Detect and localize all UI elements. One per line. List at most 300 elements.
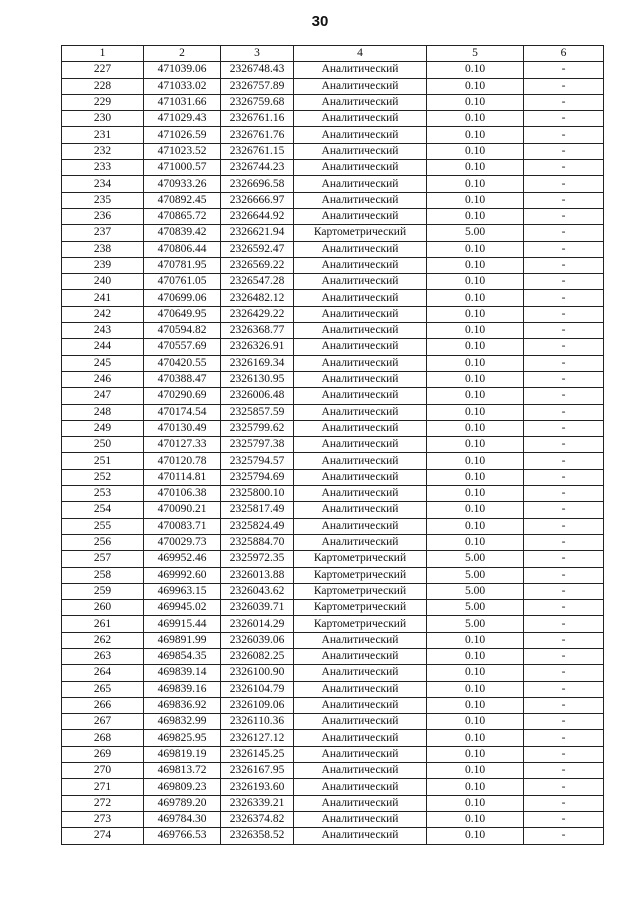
table-row xyxy=(62,290,604,306)
method-cell: Аналитический xyxy=(294,388,427,404)
x-coordinate-cell: 470557.69 xyxy=(144,339,221,355)
y-coordinate-cell: 2326006.48 xyxy=(221,388,294,404)
x-coordinate-cell: 469813.72 xyxy=(144,763,221,779)
point-number-cell: 265 xyxy=(62,681,144,697)
column-header: 2 xyxy=(144,46,221,62)
accuracy-cell: 5.00 xyxy=(427,567,524,583)
y-coordinate-cell: 2325794.57 xyxy=(221,453,294,469)
y-coordinate-cell: 2326757.89 xyxy=(221,78,294,94)
y-coordinate-cell: 2326592.47 xyxy=(221,241,294,257)
table-row xyxy=(62,192,604,208)
note-cell: - xyxy=(524,697,604,713)
x-coordinate-cell: 470127.33 xyxy=(144,437,221,453)
point-number-cell: 251 xyxy=(62,453,144,469)
x-coordinate-cell: 471026.59 xyxy=(144,127,221,143)
point-number-cell: 250 xyxy=(62,437,144,453)
method-cell: Аналитический xyxy=(294,730,427,746)
note-cell: - xyxy=(524,225,604,241)
method-cell: Аналитический xyxy=(294,127,427,143)
note-cell: - xyxy=(524,437,604,453)
note-cell: - xyxy=(524,127,604,143)
note-cell: - xyxy=(524,420,604,436)
y-coordinate-cell: 2326759.68 xyxy=(221,94,294,110)
y-coordinate-cell: 2326748.43 xyxy=(221,62,294,78)
method-cell: Аналитический xyxy=(294,469,427,485)
accuracy-cell: 0.10 xyxy=(427,779,524,795)
x-coordinate-cell: 470839.42 xyxy=(144,225,221,241)
x-coordinate-cell: 471039.06 xyxy=(144,62,221,78)
table-row xyxy=(62,257,604,273)
accuracy-cell: 0.10 xyxy=(427,323,524,339)
x-coordinate-cell: 469945.02 xyxy=(144,600,221,616)
y-coordinate-cell: 2325884.70 xyxy=(221,534,294,550)
table-row xyxy=(62,437,604,453)
x-coordinate-cell: 470083.71 xyxy=(144,518,221,534)
method-cell: Аналитический xyxy=(294,502,427,518)
x-coordinate-cell: 469809.23 xyxy=(144,779,221,795)
note-cell: - xyxy=(524,746,604,762)
table-row xyxy=(62,763,604,779)
x-coordinate-cell: 470699.06 xyxy=(144,290,221,306)
y-coordinate-cell: 2326326.91 xyxy=(221,339,294,355)
accuracy-cell: 5.00 xyxy=(427,616,524,632)
y-coordinate-cell: 2326339.21 xyxy=(221,795,294,811)
accuracy-cell: 0.10 xyxy=(427,160,524,176)
point-number-cell: 247 xyxy=(62,388,144,404)
y-coordinate-cell: 2326368.77 xyxy=(221,323,294,339)
table-row xyxy=(62,795,604,811)
note-cell: - xyxy=(524,388,604,404)
note-cell: - xyxy=(524,274,604,290)
point-number-cell: 254 xyxy=(62,502,144,518)
method-cell: Аналитический xyxy=(294,763,427,779)
table-row xyxy=(62,420,604,436)
header-row xyxy=(62,46,604,62)
x-coordinate-cell: 469915.44 xyxy=(144,616,221,632)
y-coordinate-cell: 2325824.49 xyxy=(221,518,294,534)
x-coordinate-cell: 469963.15 xyxy=(144,583,221,599)
table-row xyxy=(62,306,604,322)
note-cell: - xyxy=(524,681,604,697)
y-coordinate-cell: 2326043.62 xyxy=(221,583,294,599)
accuracy-cell: 0.10 xyxy=(427,355,524,371)
y-coordinate-cell: 2326429.22 xyxy=(221,306,294,322)
accuracy-cell: 0.10 xyxy=(427,306,524,322)
point-number-cell: 262 xyxy=(62,632,144,648)
y-coordinate-cell: 2326193.60 xyxy=(221,779,294,795)
note-cell: - xyxy=(524,600,604,616)
point-number-cell: 234 xyxy=(62,176,144,192)
column-header: 1 xyxy=(62,46,144,62)
accuracy-cell: 0.10 xyxy=(427,534,524,550)
x-coordinate-cell: 469854.35 xyxy=(144,648,221,664)
accuracy-cell: 0.10 xyxy=(427,437,524,453)
x-coordinate-cell: 469836.92 xyxy=(144,697,221,713)
table-row xyxy=(62,746,604,762)
accuracy-cell: 0.10 xyxy=(427,78,524,94)
method-cell: Аналитический xyxy=(294,274,427,290)
x-coordinate-cell: 469839.14 xyxy=(144,665,221,681)
y-coordinate-cell: 2325972.35 xyxy=(221,551,294,567)
point-number-cell: 269 xyxy=(62,746,144,762)
method-cell: Аналитический xyxy=(294,176,427,192)
note-cell: - xyxy=(524,534,604,550)
note-cell: - xyxy=(524,616,604,632)
table-row xyxy=(62,176,604,192)
table-row xyxy=(62,486,604,502)
point-number-cell: 258 xyxy=(62,567,144,583)
table-row xyxy=(62,811,604,827)
column-header: 3 xyxy=(221,46,294,62)
table-row xyxy=(62,323,604,339)
accuracy-cell: 0.10 xyxy=(427,404,524,420)
table-row xyxy=(62,355,604,371)
method-cell: Аналитический xyxy=(294,62,427,78)
accuracy-cell: 0.10 xyxy=(427,290,524,306)
method-cell: Аналитический xyxy=(294,665,427,681)
table-row xyxy=(62,828,604,844)
note-cell: - xyxy=(524,730,604,746)
x-coordinate-cell: 469839.16 xyxy=(144,681,221,697)
y-coordinate-cell: 2325800.10 xyxy=(221,486,294,502)
x-coordinate-cell: 470174.54 xyxy=(144,404,221,420)
point-number-cell: 232 xyxy=(62,143,144,159)
accuracy-cell: 0.10 xyxy=(427,388,524,404)
x-coordinate-cell: 470933.26 xyxy=(144,176,221,192)
point-number-cell: 228 xyxy=(62,78,144,94)
x-coordinate-cell: 470761.05 xyxy=(144,274,221,290)
column-header: 4 xyxy=(294,46,427,62)
method-cell: Аналитический xyxy=(294,257,427,273)
method-cell: Аналитический xyxy=(294,306,427,322)
x-coordinate-cell: 470649.95 xyxy=(144,306,221,322)
table-row xyxy=(62,388,604,404)
method-cell: Аналитический xyxy=(294,290,427,306)
note-cell: - xyxy=(524,257,604,273)
method-cell: Аналитический xyxy=(294,795,427,811)
accuracy-cell: 0.10 xyxy=(427,257,524,273)
method-cell: Аналитический xyxy=(294,94,427,110)
point-number-cell: 235 xyxy=(62,192,144,208)
note-cell: - xyxy=(524,518,604,534)
note-cell: - xyxy=(524,811,604,827)
point-number-cell: 257 xyxy=(62,551,144,567)
y-coordinate-cell: 2326547.28 xyxy=(221,274,294,290)
x-coordinate-cell: 469891.99 xyxy=(144,632,221,648)
note-cell: - xyxy=(524,632,604,648)
table-row xyxy=(62,665,604,681)
y-coordinate-cell: 2325817.49 xyxy=(221,502,294,518)
point-number-cell: 261 xyxy=(62,616,144,632)
note-cell: - xyxy=(524,355,604,371)
y-coordinate-cell: 2326110.36 xyxy=(221,714,294,730)
method-cell: Аналитический xyxy=(294,648,427,664)
method-cell: Аналитический xyxy=(294,681,427,697)
accuracy-cell: 0.10 xyxy=(427,795,524,811)
table-row xyxy=(62,616,604,632)
x-coordinate-cell: 469832.99 xyxy=(144,714,221,730)
note-cell: - xyxy=(524,665,604,681)
x-coordinate-cell: 471000.57 xyxy=(144,160,221,176)
accuracy-cell: 5.00 xyxy=(427,551,524,567)
column-header: 6 xyxy=(524,46,604,62)
note-cell: - xyxy=(524,176,604,192)
point-number-cell: 270 xyxy=(62,763,144,779)
accuracy-cell: 0.10 xyxy=(427,94,524,110)
method-cell: Аналитический xyxy=(294,437,427,453)
x-coordinate-cell: 469766.53 xyxy=(144,828,221,844)
y-coordinate-cell: 2325799.62 xyxy=(221,420,294,436)
x-coordinate-cell: 470130.49 xyxy=(144,420,221,436)
x-coordinate-cell: 471031.66 xyxy=(144,94,221,110)
x-coordinate-cell: 470290.69 xyxy=(144,388,221,404)
table-row xyxy=(62,371,604,387)
table-row xyxy=(62,600,604,616)
y-coordinate-cell: 2326104.79 xyxy=(221,681,294,697)
point-number-cell: 239 xyxy=(62,257,144,273)
y-coordinate-cell: 2326109.06 xyxy=(221,697,294,713)
note-cell: - xyxy=(524,371,604,387)
note-cell: - xyxy=(524,241,604,257)
method-cell: Картометрический xyxy=(294,583,427,599)
table-row xyxy=(62,127,604,143)
table-row xyxy=(62,681,604,697)
note-cell: - xyxy=(524,828,604,844)
x-coordinate-cell: 470388.47 xyxy=(144,371,221,387)
point-number-cell: 253 xyxy=(62,486,144,502)
y-coordinate-cell: 2326761.76 xyxy=(221,127,294,143)
note-cell: - xyxy=(524,567,604,583)
table-row xyxy=(62,632,604,648)
x-coordinate-cell: 469784.30 xyxy=(144,811,221,827)
table-row xyxy=(62,339,604,355)
method-cell: Картометрический xyxy=(294,600,427,616)
point-number-cell: 271 xyxy=(62,779,144,795)
x-coordinate-cell: 469992.60 xyxy=(144,567,221,583)
x-coordinate-cell: 470420.55 xyxy=(144,355,221,371)
point-number-cell: 236 xyxy=(62,208,144,224)
column-header: 5 xyxy=(427,46,524,62)
accuracy-cell: 0.10 xyxy=(427,241,524,257)
method-cell: Аналитический xyxy=(294,78,427,94)
point-number-cell: 266 xyxy=(62,697,144,713)
note-cell: - xyxy=(524,143,604,159)
accuracy-cell: 0.10 xyxy=(427,274,524,290)
table-row xyxy=(62,714,604,730)
accuracy-cell: 0.10 xyxy=(427,486,524,502)
accuracy-cell: 0.10 xyxy=(427,828,524,844)
method-cell: Аналитический xyxy=(294,746,427,762)
note-cell: - xyxy=(524,763,604,779)
accuracy-cell: 0.10 xyxy=(427,62,524,78)
method-cell: Аналитический xyxy=(294,453,427,469)
table-row xyxy=(62,567,604,583)
accuracy-cell: 0.10 xyxy=(427,811,524,827)
method-cell: Аналитический xyxy=(294,371,427,387)
table-row xyxy=(62,551,604,567)
point-number-cell: 248 xyxy=(62,404,144,420)
x-coordinate-cell: 471033.02 xyxy=(144,78,221,94)
point-number-cell: 255 xyxy=(62,518,144,534)
method-cell: Аналитический xyxy=(294,192,427,208)
note-cell: - xyxy=(524,306,604,322)
accuracy-cell: 0.10 xyxy=(427,502,524,518)
y-coordinate-cell: 2326013.88 xyxy=(221,567,294,583)
y-coordinate-cell: 2326039.06 xyxy=(221,632,294,648)
accuracy-cell: 5.00 xyxy=(427,600,524,616)
y-coordinate-cell: 2326127.12 xyxy=(221,730,294,746)
table-row xyxy=(62,143,604,159)
point-number-cell: 238 xyxy=(62,241,144,257)
y-coordinate-cell: 2326761.15 xyxy=(221,143,294,159)
y-coordinate-cell: 2326696.58 xyxy=(221,176,294,192)
x-coordinate-cell: 469825.95 xyxy=(144,730,221,746)
point-number-cell: 241 xyxy=(62,290,144,306)
y-coordinate-cell: 2326082.25 xyxy=(221,648,294,664)
method-cell: Картометрический xyxy=(294,225,427,241)
accuracy-cell: 5.00 xyxy=(427,225,524,241)
note-cell: - xyxy=(524,62,604,78)
point-number-cell: 268 xyxy=(62,730,144,746)
table-header xyxy=(62,46,604,62)
accuracy-cell: 0.10 xyxy=(427,763,524,779)
table-row xyxy=(62,94,604,110)
accuracy-cell: 0.10 xyxy=(427,469,524,485)
note-cell: - xyxy=(524,404,604,420)
note-cell: - xyxy=(524,192,604,208)
y-coordinate-cell: 2326145.25 xyxy=(221,746,294,762)
note-cell: - xyxy=(524,111,604,127)
point-number-cell: 245 xyxy=(62,355,144,371)
y-coordinate-cell: 2326169.34 xyxy=(221,355,294,371)
x-coordinate-cell: 470106.38 xyxy=(144,486,221,502)
accuracy-cell: 0.10 xyxy=(427,192,524,208)
method-cell: Картометрический xyxy=(294,567,427,583)
method-cell: Аналитический xyxy=(294,323,427,339)
x-coordinate-cell: 469789.20 xyxy=(144,795,221,811)
accuracy-cell: 0.10 xyxy=(427,371,524,387)
accuracy-cell: 0.10 xyxy=(427,665,524,681)
note-cell: - xyxy=(524,502,604,518)
method-cell: Аналитический xyxy=(294,355,427,371)
note-cell: - xyxy=(524,208,604,224)
table-row xyxy=(62,730,604,746)
table-row xyxy=(62,697,604,713)
point-number-cell: 259 xyxy=(62,583,144,599)
point-number-cell: 231 xyxy=(62,127,144,143)
y-coordinate-cell: 2326014.29 xyxy=(221,616,294,632)
accuracy-cell: 0.10 xyxy=(427,681,524,697)
method-cell: Аналитический xyxy=(294,339,427,355)
point-number-cell: 244 xyxy=(62,339,144,355)
method-cell: Аналитический xyxy=(294,404,427,420)
y-coordinate-cell: 2325857.59 xyxy=(221,404,294,420)
note-cell: - xyxy=(524,323,604,339)
accuracy-cell: 0.10 xyxy=(427,632,524,648)
y-coordinate-cell: 2326666.97 xyxy=(221,192,294,208)
method-cell: Аналитический xyxy=(294,714,427,730)
point-number-cell: 230 xyxy=(62,111,144,127)
table-row xyxy=(62,534,604,550)
table-row xyxy=(62,469,604,485)
note-cell: - xyxy=(524,583,604,599)
x-coordinate-cell: 470114.81 xyxy=(144,469,221,485)
note-cell: - xyxy=(524,779,604,795)
accuracy-cell: 0.10 xyxy=(427,339,524,355)
page-number: 30 xyxy=(311,13,329,30)
table-row xyxy=(62,648,604,664)
accuracy-cell: 0.10 xyxy=(427,127,524,143)
accuracy-cell: 0.10 xyxy=(427,208,524,224)
table-row xyxy=(62,62,604,78)
accuracy-cell: 0.10 xyxy=(427,176,524,192)
point-number-cell: 237 xyxy=(62,225,144,241)
y-coordinate-cell: 2326621.94 xyxy=(221,225,294,241)
note-cell: - xyxy=(524,453,604,469)
point-number-cell: 267 xyxy=(62,714,144,730)
point-number-cell: 260 xyxy=(62,600,144,616)
y-coordinate-cell: 2326358.52 xyxy=(221,828,294,844)
method-cell: Аналитический xyxy=(294,697,427,713)
x-coordinate-cell: 469819.19 xyxy=(144,746,221,762)
accuracy-cell: 0.10 xyxy=(427,730,524,746)
method-cell: Аналитический xyxy=(294,632,427,648)
method-cell: Аналитический xyxy=(294,828,427,844)
method-cell: Аналитический xyxy=(294,143,427,159)
x-coordinate-cell: 470120.78 xyxy=(144,453,221,469)
y-coordinate-cell: 2326482.12 xyxy=(221,290,294,306)
x-coordinate-cell: 470029.73 xyxy=(144,534,221,550)
table-row xyxy=(62,779,604,795)
point-number-cell: 243 xyxy=(62,323,144,339)
point-number-cell: 229 xyxy=(62,94,144,110)
method-cell: Аналитический xyxy=(294,160,427,176)
x-coordinate-cell: 470594.82 xyxy=(144,323,221,339)
point-number-cell: 240 xyxy=(62,274,144,290)
accuracy-cell: 0.10 xyxy=(427,648,524,664)
note-cell: - xyxy=(524,648,604,664)
note-cell: - xyxy=(524,339,604,355)
point-number-cell: 272 xyxy=(62,795,144,811)
method-cell: Аналитический xyxy=(294,208,427,224)
y-coordinate-cell: 2326644.92 xyxy=(221,208,294,224)
x-coordinate-cell: 470781.95 xyxy=(144,257,221,273)
point-number-cell: 233 xyxy=(62,160,144,176)
method-cell: Аналитический xyxy=(294,779,427,795)
table-row xyxy=(62,160,604,176)
x-coordinate-cell: 470090.21 xyxy=(144,502,221,518)
x-coordinate-cell: 470865.72 xyxy=(144,208,221,224)
table-row xyxy=(62,208,604,224)
table-row xyxy=(62,225,604,241)
note-cell: - xyxy=(524,160,604,176)
x-coordinate-cell: 469952.46 xyxy=(144,551,221,567)
accuracy-cell: 0.10 xyxy=(427,697,524,713)
method-cell: Аналитический xyxy=(294,241,427,257)
y-coordinate-cell: 2326569.22 xyxy=(221,257,294,273)
note-cell: - xyxy=(524,551,604,567)
y-coordinate-cell: 2325794.69 xyxy=(221,469,294,485)
y-coordinate-cell: 2326374.82 xyxy=(221,811,294,827)
x-coordinate-cell: 471023.52 xyxy=(144,143,221,159)
x-coordinate-cell: 470892.45 xyxy=(144,192,221,208)
point-number-cell: 256 xyxy=(62,534,144,550)
method-cell: Аналитический xyxy=(294,518,427,534)
note-cell: - xyxy=(524,486,604,502)
point-number-cell: 249 xyxy=(62,420,144,436)
accuracy-cell: 0.10 xyxy=(427,714,524,730)
table-row xyxy=(62,502,604,518)
